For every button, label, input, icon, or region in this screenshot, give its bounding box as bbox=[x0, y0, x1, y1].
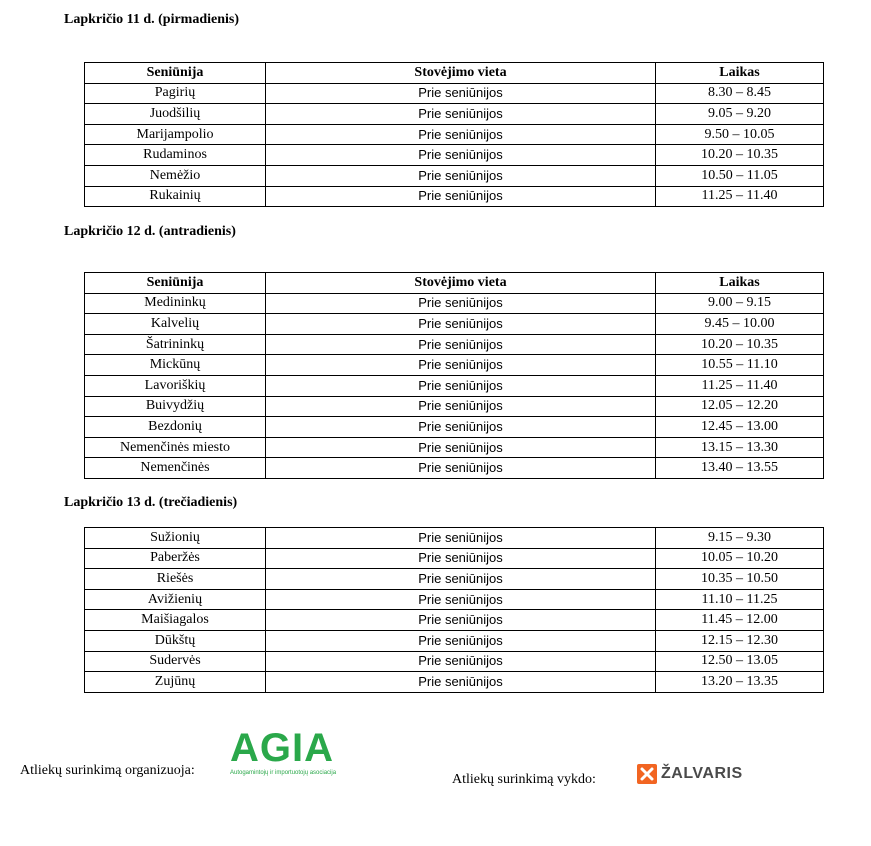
time-cell: 11.25 – 11.40 bbox=[656, 375, 824, 396]
district-cell: Mickūnų bbox=[85, 355, 266, 376]
table-row bbox=[85, 83, 824, 104]
time-cell: 12.05 – 12.20 bbox=[656, 396, 824, 417]
district-cell: Sužionių bbox=[85, 528, 266, 549]
time-cell: 12.50 – 13.05 bbox=[656, 651, 824, 672]
district-cell: Rukainių bbox=[85, 186, 266, 207]
location-cell: Prie seniūnijos bbox=[266, 145, 656, 166]
day-heading-1: Lapkričio 11 d. (pirmadienis) bbox=[64, 12, 240, 27]
time-cell: 13.40 – 13.55 bbox=[656, 458, 824, 479]
district-cell: Dūkštų bbox=[85, 630, 266, 651]
location-cell: Prie seniūnijos bbox=[266, 165, 656, 186]
column-header-time: Laikas bbox=[656, 63, 824, 84]
location-cell: Prie seniūnijos bbox=[266, 375, 656, 396]
location-cell: Prie seniūnijos bbox=[266, 83, 656, 104]
column-header-time: Laikas bbox=[656, 273, 824, 294]
location-cell: Prie seniūnijos bbox=[266, 672, 656, 693]
table-row bbox=[85, 165, 824, 186]
time-cell: 9.50 – 10.05 bbox=[656, 124, 824, 145]
location-cell: Prie seniūnijos bbox=[266, 528, 656, 549]
time-cell: 8.30 – 8.45 bbox=[656, 83, 824, 104]
time-cell: 12.15 – 12.30 bbox=[656, 630, 824, 651]
column-header-district: Seniūnija bbox=[85, 63, 266, 84]
column-header-location: Stovėjimo vieta bbox=[266, 63, 656, 84]
time-cell: 13.20 – 13.35 bbox=[656, 672, 824, 693]
table-row bbox=[85, 417, 824, 438]
organizer-label: Atliekų surinkimą organizuoja: bbox=[20, 763, 195, 778]
district-cell: Kalvelių bbox=[85, 314, 266, 335]
location-cell: Prie seniūnijos bbox=[266, 314, 656, 335]
table-row bbox=[85, 458, 824, 479]
district-cell: Marijampolio bbox=[85, 124, 266, 145]
table-row bbox=[85, 375, 824, 396]
district-cell: Lavoriškių bbox=[85, 375, 266, 396]
time-cell: 11.25 – 11.40 bbox=[656, 186, 824, 207]
location-cell: Prie seniūnijos bbox=[266, 293, 656, 314]
district-cell: Avižienių bbox=[85, 589, 266, 610]
district-cell: Buivydžių bbox=[85, 396, 266, 417]
table-row bbox=[85, 355, 824, 376]
location-cell: Prie seniūnijos bbox=[266, 417, 656, 438]
table-row bbox=[85, 396, 824, 417]
district-cell: Nemėžio bbox=[85, 165, 266, 186]
district-cell: Nemenčinės miesto bbox=[85, 437, 266, 458]
district-cell: Pagirių bbox=[85, 83, 266, 104]
table-row bbox=[85, 548, 824, 569]
time-cell: 10.20 – 10.35 bbox=[656, 334, 824, 355]
table-row bbox=[85, 569, 824, 590]
table-row bbox=[85, 672, 824, 693]
time-cell: 10.50 – 11.05 bbox=[656, 165, 824, 186]
district-cell: Nemenčinės bbox=[85, 458, 266, 479]
location-cell: Prie seniūnijos bbox=[266, 458, 656, 479]
location-cell: Prie seniūnijos bbox=[266, 104, 656, 125]
location-cell: Prie seniūnijos bbox=[266, 548, 656, 569]
table-row bbox=[85, 610, 824, 631]
zalvaris-logo-word: ŽALVARIS bbox=[661, 765, 743, 782]
location-cell: Prie seniūnijos bbox=[266, 334, 656, 355]
time-cell: 13.15 – 13.30 bbox=[656, 437, 824, 458]
table-row bbox=[85, 145, 824, 166]
agia-logo-subtitle: Autogamintojų ir importuotojų asociacija bbox=[230, 770, 337, 776]
executor-label: Atliekų surinkimą vykdo: bbox=[452, 772, 596, 787]
district-cell: Medininkų bbox=[85, 293, 266, 314]
table-row bbox=[85, 589, 824, 610]
time-cell: 10.05 – 10.20 bbox=[656, 548, 824, 569]
table-row bbox=[85, 528, 824, 549]
time-cell: 10.55 – 11.10 bbox=[656, 355, 824, 376]
location-cell: Prie seniūnijos bbox=[266, 589, 656, 610]
table-header-row bbox=[85, 273, 824, 294]
table-row bbox=[85, 437, 824, 458]
location-cell: Prie seniūnijos bbox=[266, 124, 656, 145]
table-row bbox=[85, 293, 824, 314]
district-cell: Maišiagalos bbox=[85, 610, 266, 631]
district-cell: Zujūnų bbox=[85, 672, 266, 693]
district-cell: Juodšilių bbox=[85, 104, 266, 125]
table-header-row bbox=[85, 63, 824, 84]
table-row bbox=[85, 124, 824, 145]
time-cell: 10.35 – 10.50 bbox=[656, 569, 824, 590]
schedule-table-day-1 bbox=[84, 62, 824, 207]
x-square-icon bbox=[637, 764, 657, 784]
column-header-location: Stovėjimo vieta bbox=[266, 273, 656, 294]
location-cell: Prie seniūnijos bbox=[266, 437, 656, 458]
schedule-table-day-3 bbox=[84, 527, 824, 693]
location-cell: Prie seniūnijos bbox=[266, 630, 656, 651]
table-row bbox=[85, 314, 824, 335]
district-cell: Riešės bbox=[85, 569, 266, 590]
location-cell: Prie seniūnijos bbox=[266, 355, 656, 376]
agia-logo bbox=[230, 726, 346, 779]
day-heading-3: Lapkričio 13 d. (trečiadienis) bbox=[64, 495, 238, 510]
district-cell: Paberžės bbox=[85, 548, 266, 569]
location-cell: Prie seniūnijos bbox=[266, 186, 656, 207]
district-cell: Šatrininkų bbox=[85, 334, 266, 355]
table-row bbox=[85, 651, 824, 672]
location-cell: Prie seniūnijos bbox=[266, 610, 656, 631]
table-row bbox=[85, 630, 824, 651]
location-cell: Prie seniūnijos bbox=[266, 396, 656, 417]
table-row bbox=[85, 334, 824, 355]
agia-logo-word: AGIA bbox=[230, 726, 334, 770]
time-cell: 9.05 – 9.20 bbox=[656, 104, 824, 125]
district-cell: Rudaminos bbox=[85, 145, 266, 166]
time-cell: 11.10 – 11.25 bbox=[656, 589, 824, 610]
location-cell: Prie seniūnijos bbox=[266, 569, 656, 590]
table-row bbox=[85, 104, 824, 125]
district-cell: Sudervės bbox=[85, 651, 266, 672]
time-cell: 10.20 – 10.35 bbox=[656, 145, 824, 166]
time-cell: 12.45 – 13.00 bbox=[656, 417, 824, 438]
zalvaris-logo bbox=[637, 763, 743, 785]
location-cell: Prie seniūnijos bbox=[266, 651, 656, 672]
time-cell: 9.15 – 9.30 bbox=[656, 528, 824, 549]
time-cell: 9.45 – 10.00 bbox=[656, 314, 824, 335]
schedule-table-day-2 bbox=[84, 272, 824, 479]
district-cell: Bezdonių bbox=[85, 417, 266, 438]
time-cell: 11.45 – 12.00 bbox=[656, 610, 824, 631]
time-cell: 9.00 – 9.15 bbox=[656, 293, 824, 314]
day-heading-2: Lapkričio 12 d. (antradienis) bbox=[64, 224, 236, 239]
column-header-district: Seniūnija bbox=[85, 273, 266, 294]
table-row bbox=[85, 186, 824, 207]
